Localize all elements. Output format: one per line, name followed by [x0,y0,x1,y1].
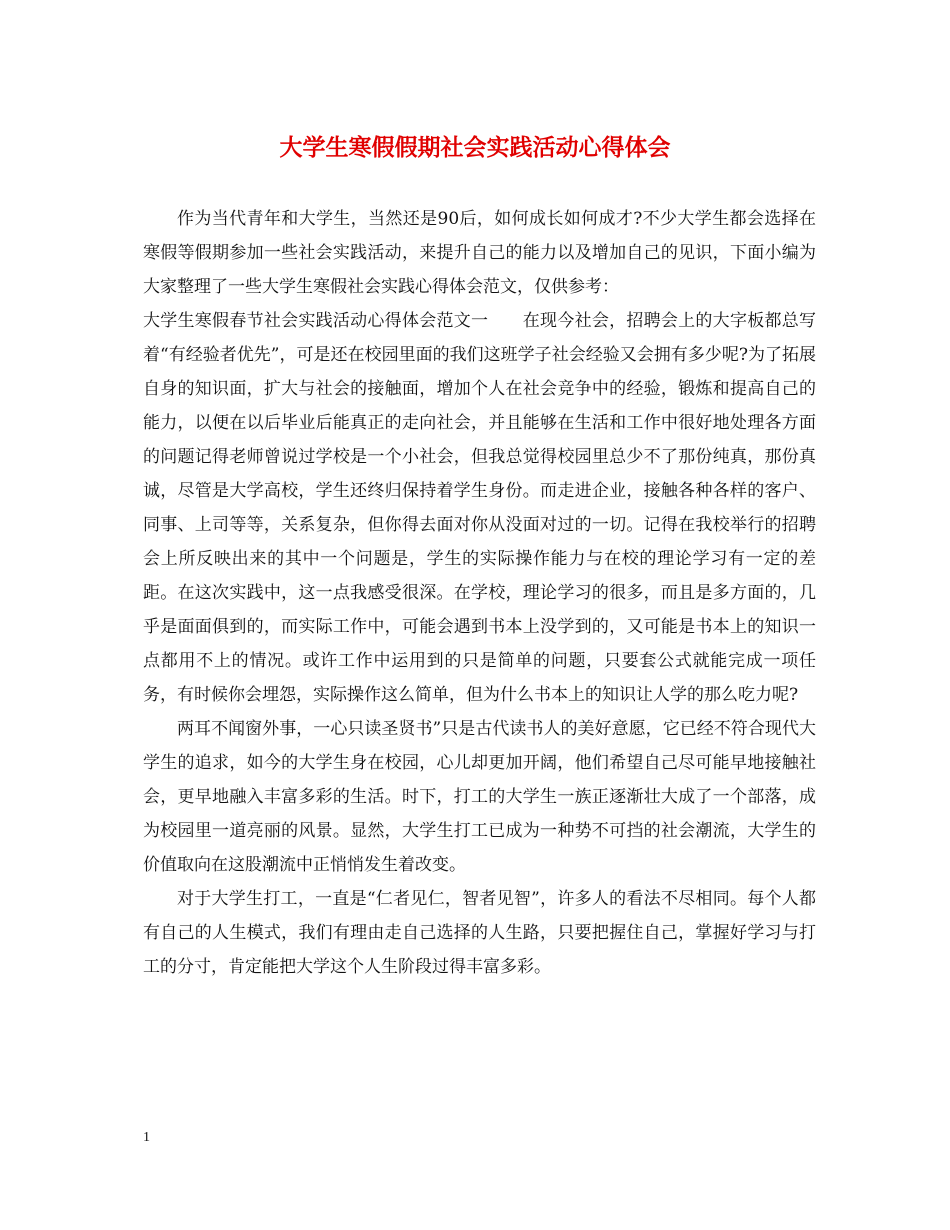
paragraph-student-work: 对于大学生打工，一直是“仁者见仁，智者见智”，许多人的看法不尽相同。每个人都有自己的人生模式，我们有理由走自己选择的人生路，只要把握住自己，掌握好学习与打工的分寸，肯定能把大学这个人生阶段过得丰富多彩。 [143,889,816,977]
paragraph-intro: 作为当代青年和大学生，当然还是90后，如何成长如何成才?不少大学生都会选择在寒假等假期参加一些社会实践活动，来提升自己的能力以及增加自己的见识，下面小编为大家整理了一些大学生寒假社会实践心得体会范文，仅供参考： [143,209,816,297]
document-body [143,202,816,984]
paragraph-essay-one: 大学生寒假春节社会实践活动心得体会范文一 在现今社会，招聘会上的大字板都总写着“有经验者优先”，可是还在校园里面的我们这班学子社会经验又会拥有多少呢?为了拓展自身的知识面，扩大与社会的接触面，增加个人在社会竞争中的经验，锻炼和提高自己的能力，以便在以后毕业后能真正的走向社会，并且能够在生活和工作中很好地处理各方面的问题记得老师曾说过学校是一个小社会，但我总觉得校园里总少不了那份纯真，那份真诚，尽管是大学高校，学生还终归保持着学生身份。而走进企业，接触各种各样的客户、同事、上司等等，关系复杂，但你得去面对你从没面对过的一切。记得在我校举行的招聘会上所反映出来的其中一个问题是，学生的实际操作能力与在校的理论学习有一定的差距。在这次实践中，这一点我感受很深。在学校，理论学习的很多，而且是多方面的，几乎是面面俱到的，而实际工作中，可能会遇到书本上没学到的，又可能是书本上的知识一点都用不上的情况。或许工作中运用到的只是简单的问题，只要套公式就能完成一项任务，有时候你会埋怨，实际操作这么简单，但为什么书本上的知识让人学的那么吃力呢? [143,311,816,705]
paragraph-student-life: 两耳不闻窗外事，一心只读圣贤书”只是古代读书人的美好意愿，它已经不符合现代大学生的追求，如今的大学生身在校园，心儿却更加开阔，他们希望自己尽可能早地接触社会，更早地融入丰富多彩的生活。时下，打工的大学生一族正逐渐壮大成了一个部落，成为校园里一道亮丽的风景。显然，大学生打工已成为一种势不可挡的社会潮流，大学生的价值取向在这股潮流中正悄悄发生着改变。 [143,719,816,875]
document-title: 大学生寒假假期社会实践活动心得体会 [279,134,671,161]
page-number: 1 [143,1130,150,1145]
